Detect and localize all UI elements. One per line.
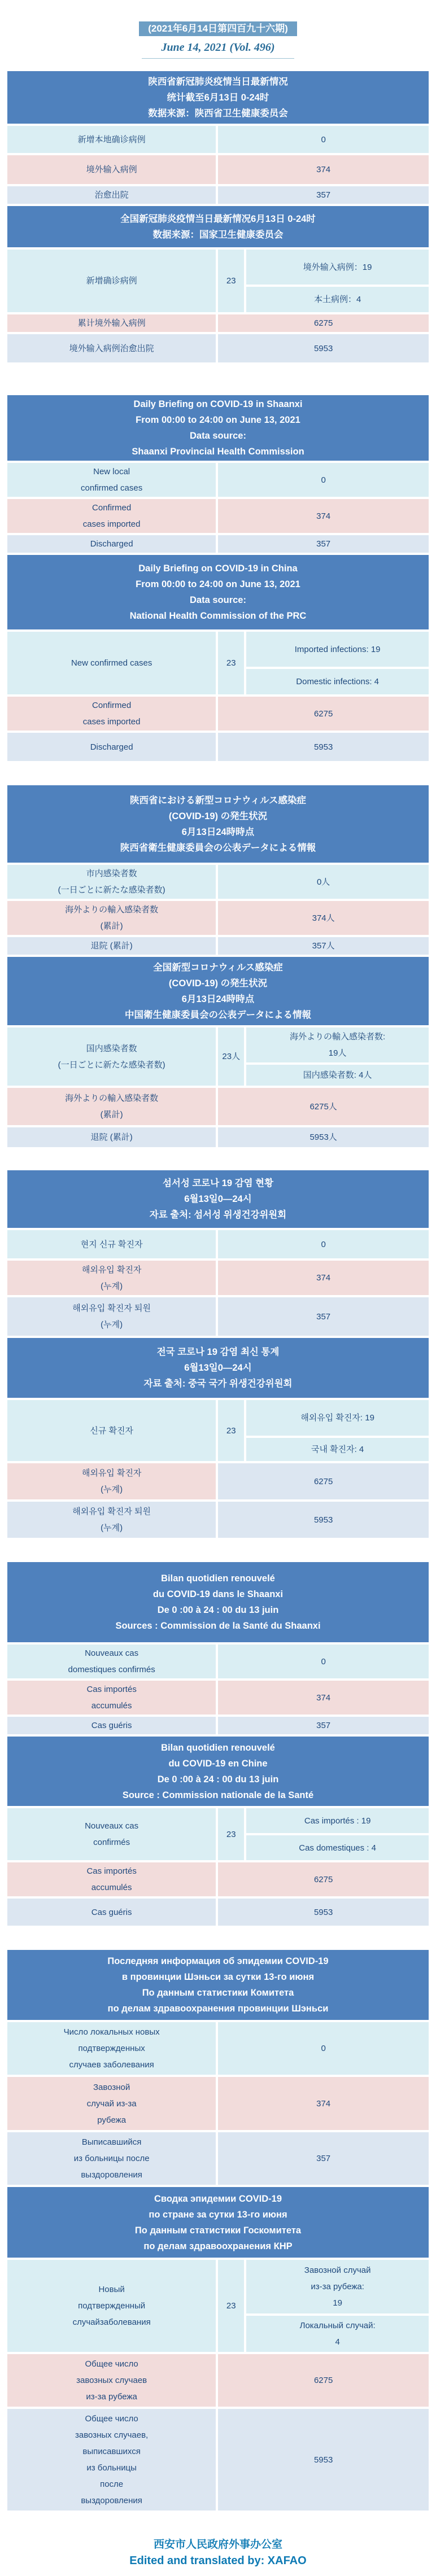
section-header-line: 统计截至6月13日 0-24时 [167, 92, 269, 103]
row-value: 0 [218, 2022, 429, 2075]
split-detail-line: 해외유입 확진자: 19 [300, 1413, 374, 1423]
row-label-line: 退院 (累計) [90, 941, 133, 951]
table-row [7, 314, 429, 332]
row-value: 374 [218, 155, 429, 184]
language-block [7, 1562, 429, 1926]
table-row [7, 1230, 429, 1258]
section-header-line: 6月13日24時時点 [181, 994, 255, 1004]
row-value: 5953人 [218, 1127, 429, 1147]
table-row [7, 2354, 429, 2407]
section-header-line: Sources : Commission de la Santé du Shaanxi [115, 1621, 321, 1631]
split-detail-line: Локальный случай: [299, 2321, 376, 2330]
row-label-line: Nouveaux cas [85, 1821, 139, 1831]
split-detail-top [246, 632, 429, 667]
row-label [7, 1717, 216, 1734]
row-label-line: 境外输入病例 [86, 165, 137, 174]
section-header-line: по делам здравоохранения КНР [143, 2241, 293, 2251]
row-label-line: New local [93, 467, 130, 476]
row-value: 0 [218, 463, 429, 497]
split-detail-bottom [246, 669, 429, 694]
row-label-line: Новый [98, 2285, 125, 2294]
table-row [7, 1297, 429, 1336]
split-detail-line: 19 [333, 2298, 342, 2308]
split-detail-line: 本土病例：4 [313, 295, 361, 304]
row-label [7, 632, 216, 694]
table-row [7, 632, 429, 694]
row-label [7, 2132, 216, 2185]
masthead [0, 0, 436, 59]
page-footer [0, 2538, 436, 2569]
row-label [7, 697, 216, 731]
row-total-value: 23 [218, 2260, 244, 2352]
row-label [7, 1502, 216, 1538]
row-label-line: Cas guéris [91, 1721, 132, 1730]
issue-number-badge: (2021年6月14日第四百九十六期) [139, 21, 297, 36]
table-row [7, 1463, 429, 1499]
row-value: 357 [218, 535, 429, 553]
section-header-line: 전국 코로나 19 감염 최신 통계 [156, 1347, 280, 1357]
section-header-line: 中国衛生健康委員会の公表データによる情報 [125, 1009, 311, 1020]
row-label [7, 1463, 216, 1499]
section-header-line: в провинции Шэньси за сутки 13-го июня [121, 1972, 315, 1982]
row-label-line: (누계) [101, 1485, 123, 1494]
section-header-line: Bilan quotidien renouvelé [161, 1573, 275, 1584]
row-label [7, 937, 216, 955]
row-value: 6275人 [218, 1088, 429, 1125]
row-label-line: (累計) [100, 921, 123, 931]
row-value: 357 [218, 2132, 429, 2185]
row-label-line: Confirmed [92, 701, 132, 710]
row-label-line: Nouveaux cas [85, 1648, 139, 1658]
table-row [7, 2409, 429, 2511]
section-header-line: По данным статистики Госкомитета [134, 2225, 302, 2236]
row-value: 374 [218, 1261, 429, 1295]
section-header-line: 6월13일0—24시 [184, 1194, 252, 1204]
row-label [7, 314, 216, 332]
row-label-line: 新增本地确诊病例 [77, 134, 146, 145]
row-label [7, 1297, 216, 1336]
section-header-line: по делам здравоохранения провинции Шэньси [107, 2004, 329, 2014]
row-label-line: 신규 확진자 [90, 1425, 133, 1436]
row-label-line: (一日ごとに新たな感染者数) [58, 1060, 165, 1070]
table-row [7, 463, 429, 497]
row-label-line: выписавшихся [82, 2447, 141, 2456]
row-label-line: из больницы после [73, 2154, 150, 2163]
split-detail-top [246, 1808, 429, 1833]
section-header-line: По данным статистики Комитета [142, 1988, 294, 1998]
section-header-line: From 00:00 to 24:00 on June 13, 2021 [136, 579, 300, 589]
china-japanese-section-header [7, 957, 429, 1025]
row-label [7, 334, 216, 362]
row-label-line: (누계) [101, 1281, 123, 1291]
row-label-line: случай из-за [86, 2098, 137, 2109]
table-row [7, 1502, 429, 1538]
language-block [7, 785, 429, 1147]
date-underline-rule [142, 58, 294, 59]
row-label-line: accumulés [91, 1701, 132, 1711]
section-header-line: по стране за сутки 13-го июня [149, 2209, 287, 2220]
row-label [7, 1027, 216, 1086]
row-label-line: случайзаболевания [72, 2317, 151, 2327]
row-label-line: Выписавшийся [81, 2137, 142, 2147]
row-label [7, 1645, 216, 1678]
china-russian-section-header [7, 2187, 429, 2258]
row-label-line: domestiques confirmés [68, 1665, 155, 1674]
table-row [7, 1717, 429, 1734]
language-block [7, 1170, 429, 1538]
table-row [7, 697, 429, 731]
row-label-line: confirmés [93, 1838, 130, 1847]
split-detail-top [246, 1027, 429, 1062]
split-detail-line: Cas importés : 19 [304, 1816, 371, 1826]
section-header-line: 6月13日24時時点 [181, 826, 255, 837]
row-label [7, 1088, 216, 1125]
row-label-line: Cas importés [86, 1866, 137, 1876]
split-detail-bottom [246, 2316, 429, 2352]
shaanxi-korean-section-header [7, 1170, 429, 1228]
row-label [7, 2077, 216, 2130]
section-header-line: 数据来源：陕西省卫生健康委员会 [148, 108, 288, 119]
row-label-line: 新增确诊病例 [86, 276, 137, 286]
row-label [7, 2409, 216, 2511]
split-detail-bottom [246, 1438, 429, 1461]
row-label-line: 国内感染者数 [86, 1043, 137, 1053]
row-label [7, 2354, 216, 2407]
section-header-line: From 00:00 to 24:00 on June 13, 2021 [136, 415, 300, 425]
row-split-detail [246, 1400, 429, 1461]
row-label [7, 1681, 216, 1715]
row-value: 6275 [218, 697, 429, 731]
split-detail-line: Завозной случай [304, 2266, 371, 2275]
table-row [7, 535, 429, 553]
table-row [7, 2022, 429, 2075]
table-row [7, 1088, 429, 1125]
row-label-line: из-за рубежа [86, 2392, 137, 2402]
row-label-line: случаев заболевания [69, 2060, 154, 2070]
row-split-detail [246, 632, 429, 694]
row-label-line: Discharged [90, 539, 133, 549]
table-row [7, 1899, 429, 1926]
split-detail-line: Imported infections: 19 [294, 644, 381, 654]
section-header-line: 자료 출처: 중국 국가 위생건강위원회 [143, 1379, 293, 1389]
section-header-line: 陕西省新冠肺炎疫情当日最新情况 [148, 76, 288, 87]
row-label [7, 1127, 216, 1147]
row-label-line: New confirmed cases [71, 658, 152, 668]
row-label-line: 退院 (累計) [90, 1132, 133, 1142]
split-detail-top [246, 1400, 429, 1436]
row-value: 6275 [218, 1862, 429, 1896]
section-header-line: Bilan quotidien renouvelé [161, 1742, 275, 1753]
row-label [7, 1261, 216, 1295]
row-label [7, 535, 216, 553]
row-value: 357 [218, 186, 429, 204]
row-label [7, 1862, 216, 1896]
row-label-line: рубежа [97, 2115, 127, 2125]
language-block [7, 71, 429, 362]
row-label-line: Число локальных новых [63, 2027, 160, 2037]
row-label-line: Общее число [85, 2414, 138, 2424]
table-row [7, 733, 429, 761]
row-label-line: завозных случаев, [75, 2430, 149, 2440]
row-label-line: из больницы [86, 2463, 137, 2473]
china-korean-section-header [7, 1338, 429, 1398]
issue-date: June 14, 2021 (Vol. 496) [161, 41, 275, 54]
row-label-line: cases imported [82, 717, 141, 727]
section-header-line: (COVID-19) の発生状況 [168, 978, 268, 989]
section-header-line: Data source: [190, 431, 246, 441]
row-label-line: 治愈出院 [94, 190, 129, 200]
row-total-value: 23 [218, 250, 244, 312]
row-label [7, 865, 216, 899]
section-header-line: De 0 :00 à 24 : 00 du 13 juin [157, 1605, 279, 1615]
table-row [7, 1645, 429, 1678]
section-header-line: du COVID-19 en Chine [168, 1758, 268, 1769]
row-value: 374 [218, 1681, 429, 1715]
footer-office-name: 西安市人民政府外事办公室 [153, 2539, 282, 2551]
row-value: 5953 [218, 1502, 429, 1538]
split-detail-bottom [246, 1835, 429, 1860]
row-label-line: 累计境外输入病例 [77, 318, 146, 328]
split-detail-line: из-за рубежа: [311, 2282, 364, 2291]
row-label [7, 186, 216, 204]
table-row [7, 1681, 429, 1715]
row-value: 5953 [218, 1899, 429, 1926]
section-header-line: 6월13일0—24시 [184, 1363, 252, 1373]
shaanxi-chinese-section-header [7, 71, 429, 124]
section-header-line: National Health Commission of the PRC [129, 611, 307, 621]
row-value: 5953 [218, 733, 429, 761]
row-label [7, 250, 216, 312]
section-header-line: 자료 출처: 섬서성 위생건강위원회 [149, 1210, 287, 1220]
section-header-line: De 0 :00 à 24 : 00 du 13 juin [157, 1774, 279, 1785]
table-row [7, 1261, 429, 1295]
row-value: 374 [218, 499, 429, 533]
split-detail-line: 19人 [328, 1048, 347, 1058]
section-header-line: Daily Briefing on COVID-19 in Shaanxi [133, 399, 303, 409]
table-row [7, 1862, 429, 1896]
table-row [7, 250, 429, 312]
table-row [7, 1127, 429, 1147]
row-label-line: Завозной [93, 2082, 130, 2092]
split-detail-bottom [246, 287, 429, 312]
section-header-line: 全国新冠肺炎疫情当日最新情况6月13日 0-24时 [120, 213, 316, 224]
row-label [7, 2260, 216, 2352]
row-label-line: выздоровления [81, 2170, 142, 2180]
row-label-line: 境外输入病例治愈出院 [69, 343, 154, 353]
row-label-line: 해외유입 확진자 퇴원 [72, 1304, 151, 1313]
china-french-section-header [7, 1737, 429, 1806]
split-detail-line: 국내 확진자: 4 [311, 1445, 364, 1454]
table-row [7, 865, 429, 899]
row-label-line: confirmed cases [81, 483, 143, 493]
row-label-line: 海外よりの輸入感染者数 [65, 1094, 159, 1103]
section-header-line: du COVID-19 dans le Shaanxi [152, 1589, 284, 1599]
row-label-line: Cas guéris [91, 1907, 132, 1917]
table-row [7, 186, 429, 204]
row-label-line: 市内感染者数 [86, 869, 137, 878]
table-row [7, 126, 429, 153]
split-detail-line: 境外输入病例：19 [303, 262, 372, 272]
split-detail-line: 4 [335, 2337, 340, 2347]
section-header-line: 섬서성 코로나 19 감염 현황 [162, 1178, 274, 1188]
table-row [7, 2077, 429, 2130]
row-split-detail [246, 1808, 429, 1860]
row-label-line: выздоровления [81, 2496, 142, 2505]
row-label-line: после [100, 2479, 124, 2489]
row-label [7, 463, 216, 497]
row-label [7, 1808, 216, 1860]
row-label-line: (누계) [101, 1320, 123, 1329]
row-value: 374 [218, 2077, 429, 2130]
split-detail-top [246, 2260, 429, 2313]
row-label [7, 1400, 216, 1461]
language-block [7, 395, 429, 761]
section-header-line: 数据来源：国家卫生健康委员会 [152, 229, 284, 240]
section-header-line: 陕西省における新型コロナウィルス感染症 [129, 795, 306, 806]
split-detail-top [246, 250, 429, 285]
row-label-line: 해외유입 확진자 [81, 1265, 142, 1275]
row-total-value: 23 [218, 632, 244, 694]
section-header-line: Daily Briefing on COVID-19 in China [138, 563, 298, 574]
shaanxi-japanese-section-header [7, 785, 429, 863]
row-label [7, 1230, 216, 1258]
row-value: 6275 [218, 1463, 429, 1499]
split-detail-line: 国内感染者数: 4人 [303, 1070, 372, 1080]
table-row [7, 1400, 429, 1461]
row-value: 0 [218, 1230, 429, 1258]
section-header-line: 陕西省衛生健康委員会の公表データによる情報 [120, 842, 316, 853]
row-label-line: (累計) [100, 1110, 123, 1119]
row-label-line: подтвержденный [78, 2301, 146, 2311]
footer-credit: Edited and translated by: XAFAO [129, 2555, 307, 2567]
row-label-line: завозных случаев [76, 2376, 147, 2385]
row-label-line: Cas importés [86, 1685, 137, 1694]
row-label-line: 해외유입 확진자 퇴원 [72, 1507, 151, 1516]
table-row [7, 901, 429, 935]
section-header-line: Shaanxi Provincial Health Commission [132, 447, 304, 457]
row-total-value: 23 [218, 1808, 244, 1860]
table-row [7, 937, 429, 955]
china-chinese-section-header [7, 206, 429, 247]
row-label-line: Общее число [85, 2359, 138, 2369]
row-value: 357 [218, 1717, 429, 1734]
row-label-line: cases imported [82, 519, 141, 529]
row-split-detail [246, 1027, 429, 1086]
section-header-line: Сводка эпидемии COVID-19 [154, 2193, 282, 2204]
split-detail-bottom [246, 1065, 429, 1086]
section-header-line: 全国新型コロナウィルス感染症 [153, 962, 283, 973]
row-label-line: accumulés [91, 1883, 132, 1892]
row-value: 0 [218, 126, 429, 153]
table-row [7, 2260, 429, 2352]
row-label [7, 155, 216, 184]
row-label [7, 1899, 216, 1926]
row-label [7, 126, 216, 153]
row-value: 357 [218, 1297, 429, 1336]
row-label [7, 901, 216, 935]
section-header-line: (COVID-19) の発生状況 [168, 811, 268, 821]
row-label-line: (누계) [101, 1523, 123, 1533]
section-header-line: Source : Commission nationale de la Santé [122, 1790, 314, 1800]
row-value: 357人 [218, 937, 429, 955]
row-value: 5953 [218, 2409, 429, 2511]
row-value: 6275 [218, 314, 429, 332]
row-label [7, 499, 216, 533]
row-label-line: (一日ごとに新たな感染者数) [58, 885, 165, 895]
table-row [7, 2132, 429, 2185]
row-value: 6275 [218, 2354, 429, 2407]
row-label-line: Confirmed [92, 503, 132, 513]
table-row [7, 334, 429, 362]
table-row [7, 499, 429, 533]
row-total-value: 23 [218, 1400, 244, 1461]
row-value: 0 [218, 1645, 429, 1678]
row-value: 374人 [218, 901, 429, 935]
row-split-detail [246, 250, 429, 312]
row-label-line: 海外よりの輸入感染者数 [65, 905, 159, 915]
row-value: 0人 [218, 865, 429, 899]
split-detail-line: Domestic infections: 4 [296, 677, 379, 686]
china-english-section-header [7, 555, 429, 629]
row-label-line: Discharged [90, 742, 133, 752]
shaanxi-french-section-header [7, 1562, 429, 1642]
table-row [7, 1027, 429, 1086]
section-header-line: Последняя информация об эпидемии COVID-19 [107, 1956, 329, 1966]
row-label [7, 733, 216, 761]
row-split-detail [246, 2260, 429, 2352]
briefing-tables [0, 71, 436, 2511]
row-label-line: 해외유입 확진자 [81, 1468, 142, 1478]
table-row [7, 1808, 429, 1860]
shaanxi-english-section-header [7, 395, 429, 461]
row-label-line: подтвержденных [78, 2044, 145, 2053]
row-label [7, 2022, 216, 2075]
row-total-value: 23人 [218, 1027, 244, 1086]
row-label-line: 현지 신규 확진자 [80, 1239, 143, 1249]
section-header-line: Data source: [190, 595, 246, 605]
split-detail-line: 海外よりの輸入感染者数: [290, 1032, 386, 1042]
table-row [7, 155, 429, 184]
shaanxi-russian-section-header [7, 1950, 429, 2020]
language-block [7, 1950, 429, 2511]
row-value: 5953 [218, 334, 429, 362]
split-detail-line: Cas domestiques : 4 [299, 1843, 376, 1853]
